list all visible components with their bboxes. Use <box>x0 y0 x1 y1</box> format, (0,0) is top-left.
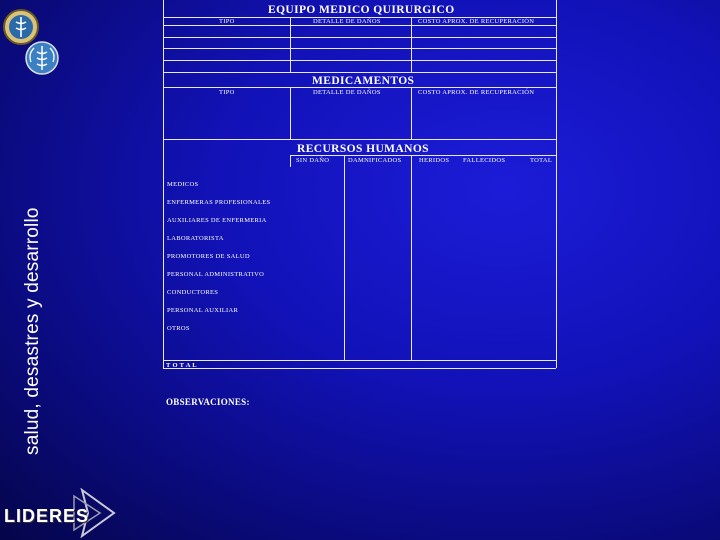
equipo-col-detalle: DETALLE DE DAÑOS <box>313 18 381 25</box>
recursos-row-label: PERSONAL AUXILIAR <box>167 307 239 314</box>
recursos-col-sin-dano: SIN DAÑO <box>296 157 330 164</box>
sidebar-title: salud, desastres y desarrollo <box>22 207 43 455</box>
recursos-row-label: MEDICOS <box>167 181 199 188</box>
recursos-title: RECURSOS HUMANOS <box>297 143 429 155</box>
recursos-row-label: CONDUCTORES <box>167 289 219 296</box>
recursos-col-damnificados: DAMNIFICADOS <box>348 157 402 164</box>
recursos-col-fallecidos: FALLECIDOS <box>463 157 506 164</box>
medicamentos-title: MEDICAMENTOS <box>312 75 415 87</box>
lideres-logo-text: LIDERES <box>4 506 90 526</box>
recursos-row-label: LABORATORISTA <box>167 235 224 242</box>
equipo-col-costo: COSTO APROX. DE RECUPERACIÓN <box>418 18 535 25</box>
medicamentos-col-detalle: DETALLE DE DAÑOS <box>313 89 381 96</box>
recursos-col-heridos: HERIDOS <box>419 157 450 164</box>
recursos-row-label: PROMOTORES DE SALUD <box>167 253 250 260</box>
medicamentos-col-tipo: TIPO <box>219 89 235 96</box>
recursos-row-label: AUXILIARES DE ENFERMERIA <box>167 217 267 224</box>
medicamentos-col-costo: COSTO APROX. DE RECUPERACIÓN <box>418 89 535 96</box>
observaciones-label: OBSERVACIONES: <box>166 397 250 407</box>
recursos-row-label: PERSONAL ADMINISTRATIVO <box>167 271 265 278</box>
total-label: T O T A L <box>166 362 197 369</box>
recursos-row-label: OTROS <box>167 325 190 332</box>
equipo-col-tipo: TIPO <box>219 18 235 25</box>
recursos-row-label: ENFERMERAS PROFESIONALES <box>167 199 271 206</box>
recursos-col-total: TOTAL <box>530 157 553 164</box>
equipo-title: EQUIPO MEDICO QUIRURGICO <box>268 4 455 16</box>
